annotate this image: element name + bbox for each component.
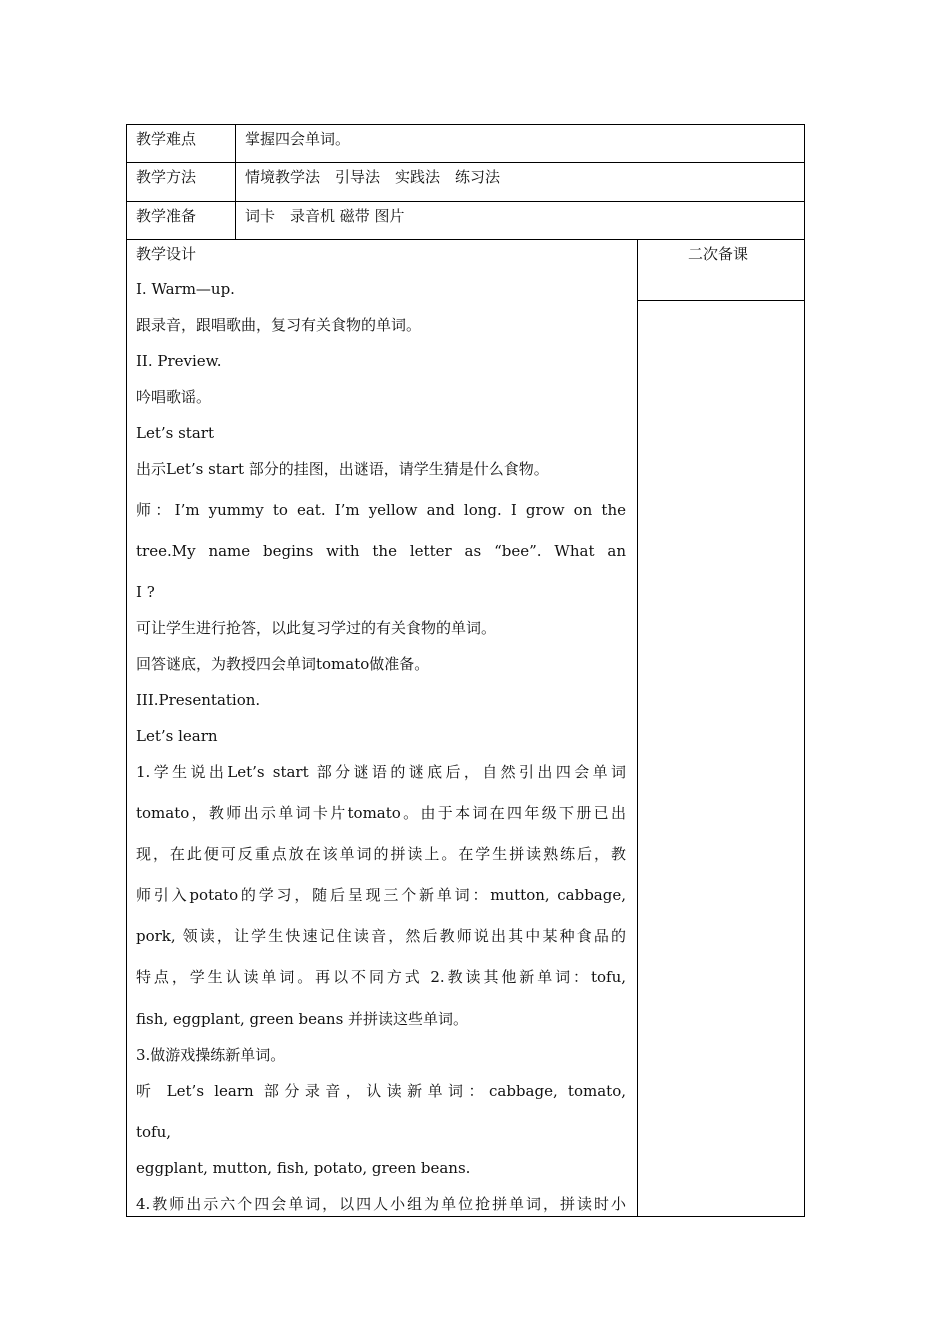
row-divider <box>126 201 805 202</box>
label-column-divider <box>235 124 236 239</box>
side-header-divider <box>637 300 805 301</box>
design-line: II. Preview. <box>136 352 222 370</box>
design-line: Let’s learn <box>136 727 218 745</box>
row-value-preparation: 词卡 录音机 磁带 图片 <box>245 207 405 225</box>
side-column-header: 二次备课 <box>688 245 749 263</box>
design-header: 教学设计 <box>136 245 197 263</box>
design-line: I. Warm—up. <box>136 280 235 298</box>
design-line: 吟唱歌谣。 <box>136 388 212 406</box>
design-line: 可让学生进行抢答，以此复习学过的有关食物的单词。 <box>136 619 497 637</box>
design-line: 出示Let’s start 部分的挂图，出谜语，请学生猜是什么食物。 <box>136 460 549 478</box>
row-divider <box>126 162 805 163</box>
design-line: I ? <box>136 583 155 601</box>
row-label-difficulty: 教学难点 <box>136 130 197 148</box>
design-line: tofu, <box>136 1123 172 1141</box>
design-line: Let’s start <box>136 424 214 442</box>
design-line: 听 Let’s learn 部分录音，认读新单词：cabbage, tomato, <box>136 1082 626 1100</box>
side-column-divider <box>637 239 638 1217</box>
row-label-preparation: 教学准备 <box>136 207 197 225</box>
design-line: 师：I’m yummy to eat. I’m yellow and long. I grow on the <box>136 501 626 519</box>
row-label-methods: 教学方法 <box>136 168 197 186</box>
design-line: 特点，学生认读单词。再以不同方式 2.教读其他新单词：tofu, <box>136 968 626 986</box>
design-line: 回答谜底，为教授四会单词tomato做准备。 <box>136 655 430 673</box>
design-line: tomato，教师出示单词卡片tomato。由于本词在四年级下册已出 <box>136 804 626 822</box>
design-line: 3.做游戏操练新单词。 <box>136 1046 286 1064</box>
design-line: pork, 领读，让学生快速记住读音，然后教师说出其中某种食品的 <box>136 927 626 945</box>
row-divider <box>126 239 805 240</box>
design-line: 4.教师出示六个四会单词，以四人小组为单位抢拼单词，拼读时小 <box>136 1195 626 1213</box>
design-line: 现，在此便可反重点放在该单词的拼读上。在学生拼读熟练后，教 <box>136 845 626 863</box>
design-line: 跟录音，跟唱歌曲，复习有关食物的单词。 <box>136 316 422 334</box>
row-value-methods: 情境教学法 引导法 实践法 练习法 <box>245 168 501 186</box>
design-line: eggplant, mutton, fish, potato, green beans. <box>136 1159 471 1177</box>
row-value-difficulty: 掌握四会单词。 <box>245 130 351 148</box>
design-line: 师引入potato的学习，随后呈现三个新单词：mutton, cabbage, <box>136 886 626 904</box>
design-line: III.Presentation. <box>136 691 261 709</box>
design-line: fish, eggplant, green beans 并拼读这些单词。 <box>136 1010 469 1028</box>
design-line: tree.My name begins with the letter as “bee”. What an <box>136 542 626 560</box>
design-line: 1.学生说出Let’s start 部分谜语的谜底后，自然引出四会单词 <box>136 763 626 781</box>
